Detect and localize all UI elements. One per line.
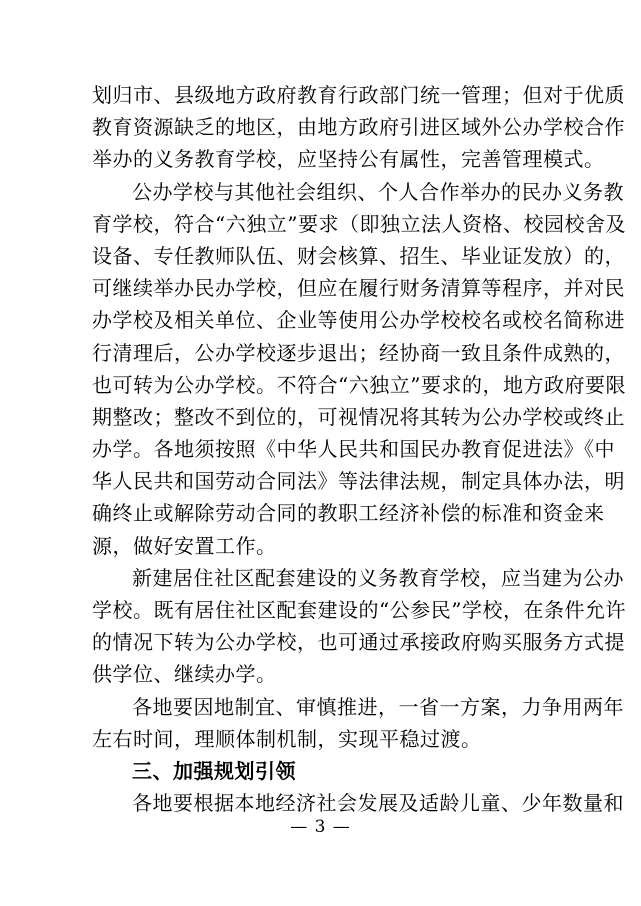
text-line: 学校。既有居住社区配套建设的“公参民”学校，在条件允许 xyxy=(92,598,626,622)
text-line: 育学校，符合“六独立”要求（即独立法人资格、校园校舍及 xyxy=(92,211,626,236)
text-line: 确终止或解除劳动合同的教职工经济补偿的标准和资金来 xyxy=(92,501,605,526)
text-line: 行清理后，公办学校逐步退出；经协商一致且条件成熟的， xyxy=(92,340,625,365)
section-heading: 三、加强规划引领 xyxy=(132,758,296,783)
text-line: 划归市、县级地方政府教育行政部门统一管理；但对于优质 xyxy=(92,83,625,107)
text-line: 期整改；整改不到位的，可视情况将其转为公办学校或终止 xyxy=(92,404,625,429)
text-line: 办学校及相关单位、企业等使用公办学校校名或校名简称进 xyxy=(92,308,625,333)
text-line: 举办的义务教育学校，应坚持公有属性，完善管理模式。 xyxy=(92,147,605,172)
paragraph-start-line: 公办学校与其他社会组织、个人合作举办的民办义务教 xyxy=(132,179,624,204)
paragraph-start-line: 各地要根据本地经济社会发展及适龄儿童、少年数量和 xyxy=(132,791,624,816)
text-line: 设备、专任教师队伍、财会核算、招生、毕业证发放）的， xyxy=(92,243,625,268)
text-line: 教育资源缺乏的地区，由地方政府引进区域外公办学校合作 xyxy=(92,115,625,140)
text-line: 也可转为公办学校。不符合“六独立”要求的，地方政府要限 xyxy=(92,372,626,397)
paragraph-start-line: 各地要因地制宜、审慎推进，一省一方案，力争用两年 xyxy=(132,694,624,719)
text-line: 华人民共和国劳动合同法》等法律法规，制定具体办法，明 xyxy=(92,469,625,494)
text-line: 供学位、继续办学。 xyxy=(92,662,277,687)
text-line: 左右时间，理顺体制机制，实现平稳过渡。 xyxy=(92,726,482,751)
text-line: 办学。各地须按照《中华人民共和国民办教育促进法》《中 xyxy=(92,437,615,462)
text-line: 源，做好安置工作。 xyxy=(92,533,277,558)
paragraph-start-line: 新建居住社区配套建设的义务教育学校，应当建为公办 xyxy=(132,565,624,590)
text-line: 的情况下转为公办学校，也可通过承接政府购买服务方式提 xyxy=(92,630,625,655)
text-line: 可继续举办民办学校，但应在履行财务清算等程序，并对民 xyxy=(92,276,625,301)
page-number: — 3 — xyxy=(290,817,351,837)
body-text xyxy=(92,79,626,819)
